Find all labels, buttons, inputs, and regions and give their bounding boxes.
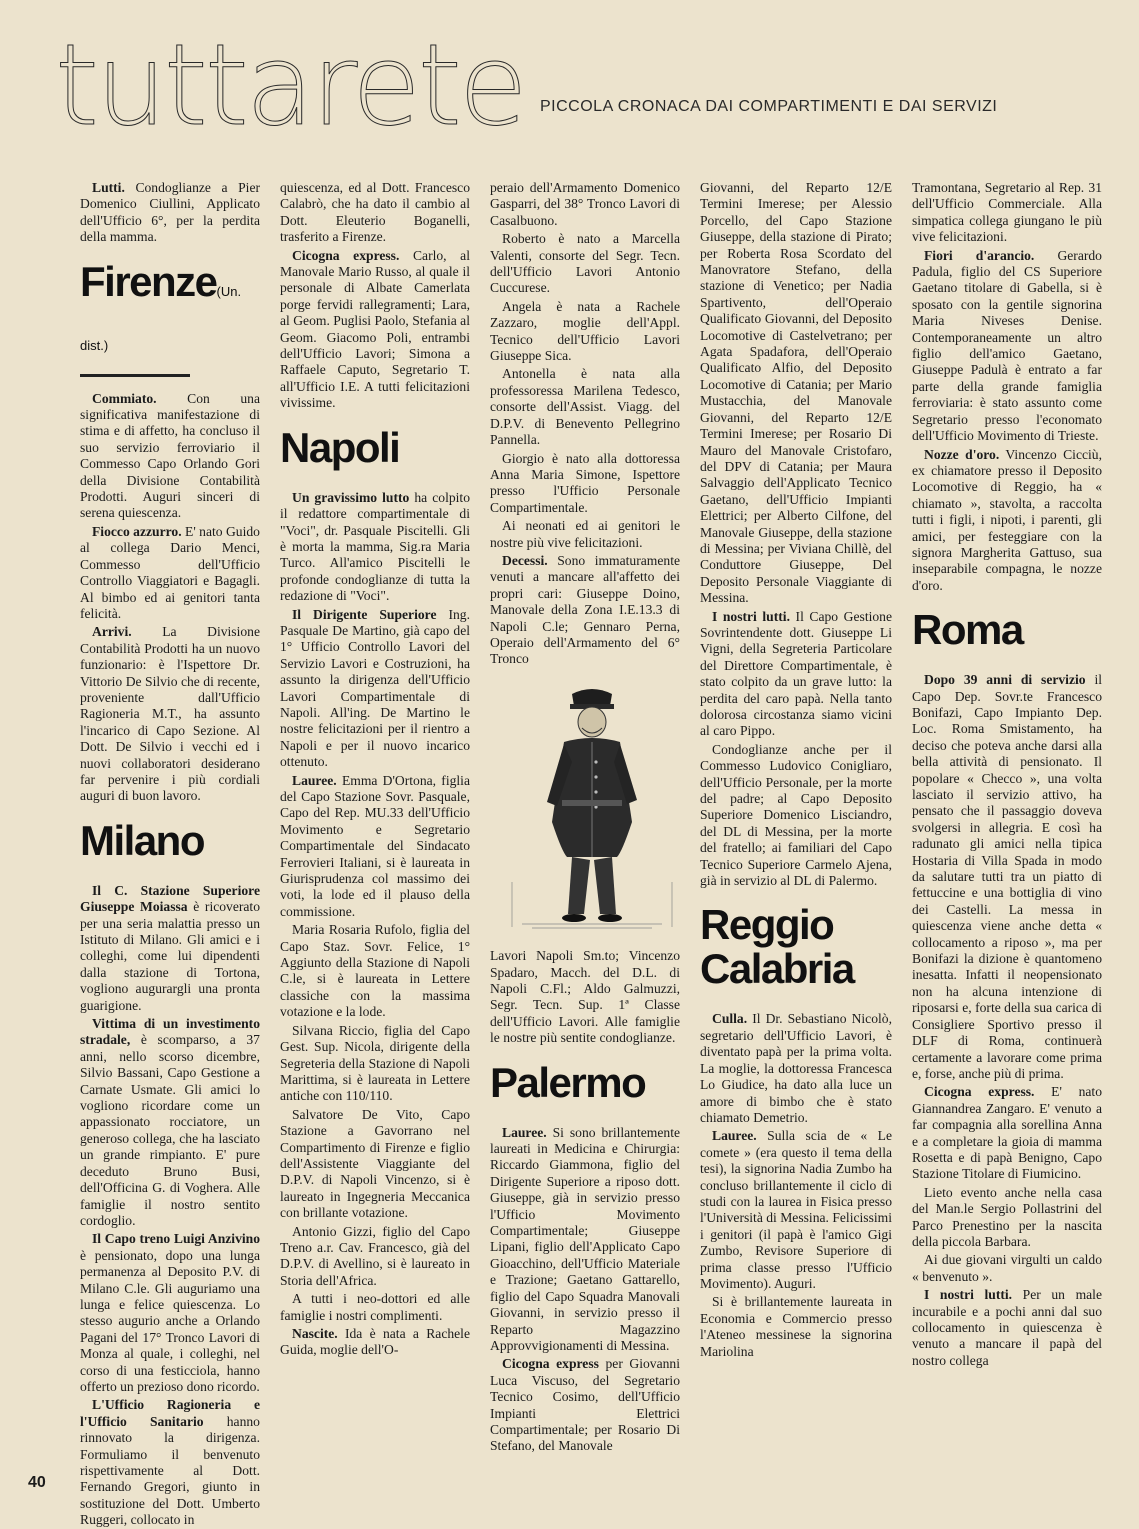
antonella-text: Antonella è nata alla professoressa Marilena Tedesco, consorte dell'Assist. Viagg. del D.P.V. di Benevento Pellegrino Pannella. [490, 366, 680, 448]
col4-lutti-lead: I nostri lutti. [712, 608, 790, 624]
col3-cont-text: peraio dell'Armamento Domenico Gasparri, del 38° Tronco Lavori di Casalbuono. [490, 180, 680, 228]
culla-lead: Culla. [712, 1011, 748, 1027]
devito-text: Salvatore De Vito, Capo Stazione a Gavorrano nel Compartimento di Firenze e figlio dell'Assistente Viaggiante del D.P.V. di Napoli Vincenzo, si è laureato in Ingegneria Meccanica con brillante votazione. [280, 1106, 470, 1221]
lutto-text: ha colpito il redattore compartimentale di "Voci", dr. Pasquale Piscitelli. Gli è morta la mamma, Sig.ra Maria Turco. All'amico Piscitelli le profonde condoglianze di tutta la redazione di "Voci". [280, 489, 470, 604]
rufolo-text: Maria Rosaria Rufolo, figlia del Capo Staz. Sovr. Felice, 1° Aggiunto della Stazione di Napoli C.le, si è laureata in Lettere classiche con la massima votazione e la lode. [280, 922, 470, 1020]
dopo-lead: Dopo 39 anni di servizio [924, 672, 1086, 688]
heading-rule [80, 374, 190, 377]
fiocco-text: E' nato Guido al collega Dario Menci, Commesso dell'Ufficio Controllo Viaggiatori e Bagagli. Al bimbo ed ai genitori tanta felicità. [80, 523, 260, 621]
fiori-lead: Fiori d'arancio. [924, 247, 1035, 263]
col4-cont-text: Giovanni, del Reparto 12/E Termini Imerese; per Alessio Porcello, del Capo Stazione Giuseppe, della stazione di Pirato; per Roberta Rosa Scordato del Manovratore Stefano, della stazione di Venetico; per Nadia Spartivento, dell'Operaio Qualificato Giovanni, del Deposito Locomotive di Castelvetrano; per Agata Spadafora, dell'Operaio Qualificato Alfio, del Deposito Locomotive di Catania; per Mario Mustacchia, del Manovale Giovanni, del Reparto 12/E Termini Imerese; per Rosario Di Mauro del Manovale Cristofaro, del DPV di Catania; per Maura Salvaggio dell'Applicato Tecnico Gaetano, dell'Ufficio Impianti Elettrici; per Alberto Cilfone, del Manovale Giuseppe, della stazione di Messina; per Viviana Chillè, del Conduttore Giuseppe, Del Deposito Personale Viaggiante di Messina. [700, 180, 892, 606]
roma-cicogna-lead: Cicogna express. [924, 1084, 1035, 1100]
palermo-lauree-text: Si sono brillantemente laureati in Medicina e Chirurgia: Riccardo Giammona, figlio del Dirigente Superiore a riposo dott. Giuseppe, già in servizio presso l'Ufficio Movimento Compartimentale; Giuseppe Lipani, figlio dell'Applicato Capo Gioacchino, dell'Ufficio Materiale e Trazione; Gaetano Gattarello, figlio del Capo Squadra Manovali Giovanni, in servizio presso il Reparto Magazzino Approvvigionamenti di Messina. [490, 1124, 681, 1353]
decessi-text: Sono immaturamente venuti a mancare all'affetto dei propri cari: Giuseppe Doino, Manovale della Zona I.E.13.3 di Napoli C.le; Gennaro Perna, Operaio dell'Armamento del 6° Tronco [490, 552, 680, 667]
heading-roma: Roma [912, 606, 1023, 654]
heading-napoli: Napoli [280, 423, 400, 471]
column-1 [80, 180, 261, 1528]
giovani-text: Ai due giovani virgulti un caldo « benvenuto ». [912, 1252, 1102, 1284]
roberto-text: Roberto è nato a Marcella Valenti, consorte del Segr. Tecn. dell'Ufficio Lavori Antonio Cuccurese. [490, 231, 680, 296]
col2-cont-text: quiescenza, ed al Dott. Francesco Calabrò, che ha dato il cambio al Dott. Eleuterio Boganelli, trasferito a Firenze. [280, 180, 470, 245]
dopo-text: il Capo Dep. Sovr.te Francesco Bonifazi, Capo Impianto Dep. Loc. Roma Smistamento, ha deciso che poteva anche darsi alla bella attività di pensionato. Il popolare « Checco », una volta lasciato il servizio attivo, ha pensato che il passaggio doveva svolgersi in allegria. E così ha radunato gli amici nella tipica Hostaria di Villa Spada in modo da salutare tutti tra un piatto di fettuccine e una bottiglia di vino dei Castelli. La messa in quiescenza viene anche detta « collocamento a riposo », ma per Bonifazi la dizione è quantomeno inesatta. Infatti il neopensionato non ha alcuna intenzione di riposarsi e, forte della sua carica di Consigliere Sportivo presso il DLF di Roma, continuerà certamente a lavorare come prima e, forse, anche più di prima. [912, 672, 1102, 1081]
masthead-subtitle: PICCOLA CRONACA DAI COMPARTIMENTI E DAI SERVIZI [540, 98, 998, 115]
nascite-lead: Nascite. [292, 1326, 338, 1341]
roma-lutti-text: Per un male incurabile e a pochi anni dal suo collocamento in quiescenza è venuto a mancare il papà del nostro collega [912, 1287, 1102, 1368]
milano-p4-lead: L'Ufficio Ragioneria e l'Ufficio Sanitario [80, 1397, 260, 1429]
palermo-lauree-lead: Lauree. [502, 1124, 547, 1140]
roma-lutti-lead: I nostri lutti. [924, 1287, 1013, 1303]
lieto-text: Lieto evento anche nella casa del Man.le Sergio Pollastrini del Parco Prenestino per la nascita della piccola Barbara. [912, 1184, 1102, 1249]
lauree-text: Emma D'Ortona, figlia del Capo Stazione Sovr. Pasquale, Capo del Rep. MU.33 dell'Ufficio Movimento e Segretario Compartimentale del Sindacato Ferrovieri Italiani, si è laureata in Giurisprudenza col massimo dei voti, la lode ed il plauso della commissione. [280, 772, 470, 919]
dirigente-lead: Il Dirigente Superiore [292, 606, 437, 622]
giorgio-text: Giorgio è nato alla dottoressa Anna Maria Simone, Ispettore presso l'Ufficio Personale Compartimentale. [490, 450, 680, 515]
lutti-text: Condoglianze a Pier Domenico Ciullini, Applicato dell'Ufficio 6°, per la perdita della mamma. [80, 180, 261, 245]
page-number: 40 [28, 1474, 46, 1491]
column-4 [700, 180, 892, 1470]
heading-firenze: Firenze(Un. dist.) [80, 257, 242, 353]
col4-lutti-text: Il Capo Gestione Sovrintendente dott. Giuseppe Li Vigni, della Segreteria Particolare del Direttore Compartimentale, è stato colpito da un grave lutto: la perdita del caro papà. Nella tanto dolorosa circostanza siamo vicini al caro Pippo. [700, 608, 892, 739]
column-2 [280, 180, 470, 1470]
column-3 [490, 180, 680, 1470]
palermo-cicogna-text: per Giovanni Luca Viscuso, del Segretario Tecnico Cosimo, dell'Ufficio Impianti Elettrici Compartimentale; per Rosario Di Stefano, del Manovale [490, 1356, 680, 1454]
culla-text: Il Dr. Sebastiano Nicolò, segretario dell'Ufficio Lavori, è diventato papà per la prima volta. La moglie, la dottoressa Francesca Lo Giudice, ha dato alla luce un amore di bimbo che è stato chiamato Demetrio. [700, 1011, 892, 1125]
lutti-lead: Lutti. [92, 180, 125, 195]
milano-p4-text: hanno rinnovato la dirigenza. Formuliamo il benvenuto rispettivamente al Dott. Fernando Gregori, giunto in sostituzione del Dott. Umberto Ruggeri, collocato in [80, 1413, 260, 1528]
arrivi-lead: Arrivi. [92, 624, 132, 640]
lutto-lead: Un gravissimo lutto [292, 489, 410, 505]
gizzi-text: Antonio Gizzi, figlio del Capo Treno a.r. Cav. Francesco, già del D.P.V. di Avellino, si è laureato in Storia dell'Africa. [280, 1223, 470, 1288]
auguri-text: Ai neonati ed ai genitori le nostre più vive felicitazioni. [490, 518, 680, 550]
milano-p2-lead: Vittima di un investimento stradale, [80, 1016, 260, 1048]
cicogna-text: Carlo, al Manovale Mario Russo, al quale il personale di Albate Camerlata porge fervidi rallegramenti; Lara, al Geom. Puglisi Paolo, Stefania al Geom. Giacomo Poli, entrambi dell'Ufficio Lavori; Simona a Raffaele Caputo, Segretario T. all'Ufficio I.E. A tutti felicitazioni vivissime. [280, 247, 470, 411]
dirigente-text: Ing. Pasquale De Martino, già capo del 1° Ufficio Controllo Lavori del Servizio Lavori e Costruzioni, ha assunto la dirigenza dell'Ufficio Lavori Compartimentale di Napoli. All'ing. De Martino le nostre felicitazioni per il rientro a Napoli e per il nuovo incarico ottenuto. [280, 606, 470, 770]
fiocco-lead: Fiocco azzurro. [92, 523, 182, 539]
heading-palermo: Palermo [490, 1058, 646, 1106]
milano-p1-lead: Il C. Stazione Superiore Giuseppe Moiassa [80, 882, 260, 915]
fiori-text: Gerardo Padula, figlio del CS Superiore Gaetano titolare di Gabella, si è sposato con la gentile signorina Maria Niveses Denise. Contemporaneamente un altro figlio dell'amico Gaetano, Giuseppe Padulà è entrato a far parte della grande famiglia ferroviaria: è stato assunto come Segretario presso l'economato dell'Ufficio Movimento di Trieste. [912, 247, 1102, 444]
railway-worker-illustration [502, 682, 682, 932]
angela-text: Angela è nata a Rachele Zazzaro, moglie dell'Appl. Tecnico dell'Ufficio Lavori Giuseppe Sica. [490, 298, 680, 364]
palermo-cicogna-lead: Cicogna express [502, 1356, 599, 1372]
milano-p3-lead: Il Capo treno Luigi Anzivino [92, 1231, 260, 1247]
milano-p2-text: è scomparso, a 37 anni, nello scorso dicembre, Silvio Bassani, Capo Gestione a Carnate Usmate. Gli amici lo vogliono ricordare come un appassionato rocciatore, un generoso collega, che ha lasciato un grande rimpianto. E' pure deceduto Bruno Busi, dell'Officina G. di Voghera. Alle famiglie il nostro sentito cordoglio. [80, 1032, 260, 1228]
riccio-text: Silvana Riccio, figlia del Capo Gest. Sup. Nicola, dirigente della Segreteria della Stazione di Napoli Marittima, si è laureata in Lettere antiche con 110/110. [280, 1022, 470, 1104]
nozze-text: Vincenzo Cicciù, ex chiamatore presso il Deposito Locomotive di Reggio, ha « chiamato », stavolta, a raccolta tutti i figli, i nipoti, i parenti, gli amici, per festeggiare con la signora Margherita Gattuso, sua inseparabile compagna, le nozze d'oro. [912, 446, 1102, 593]
nozze-lead: Nozze d'oro. [924, 446, 1000, 462]
tutti-text: A tutti i neo-dottori ed alle famiglie i nostri complimenti. [280, 1291, 470, 1323]
commiato-text: Con una significativa manifestazione di stima e di affetto, ha concluso il suo servizio ferroviario il Commesso Capo Orlando Gori della Divisione Contabilità Prodotti. Auguri sinceri di serena quiescenza. [80, 390, 260, 521]
roma-cicogna-text: E' nato Giannandrea Zangaro. E' venuto a far compagnia alla sorellina Anna e a completare la gioia di mamma Rosetta e di papà Benigno, Capo Stazione Titolare di Fiumicino. [912, 1084, 1102, 1182]
firenze-note: (Un. dist.) [80, 283, 242, 353]
milano-p1-text: è ricoverato per una seria malattia presso un Istituto di Milano. Gli amici e i colleghi, come lui dipendenti dalla stazione di Tortona, vogliono augurargli una pronta guarigione. [80, 899, 261, 1013]
col4-lauree-lead: Lauree. [712, 1128, 757, 1144]
cicogna-lead: Cicogna express. [292, 247, 400, 263]
col5-cont-text: Tramontana, Segretario al Rep. 31 dell'Ufficio Commerciale. Alla simpatica collega giungano le più vive felicitazioni. [912, 180, 1102, 245]
heading-reggio-calabria: Reggio Calabria [700, 901, 854, 993]
decessi-lead: Decessi. [502, 552, 548, 568]
economia-text: Si è brillantemente laureata in Economia e Commercio presso l'Ateneo messinese la signorina Mariolina [700, 1294, 892, 1359]
milano-p3-text: è pensionato, dopo una lunga permanenza al Deposito P.V. di Milano C.le. Gli auguriamo una lunga e felice quiescenza. Lo stesso augurio anche a Orlando Pagani del 17° Tronco Lavori di Monza al quale, i colleghi, nel corso di una festicciola, hanno offerto un prezioso dono ricordo. [80, 1247, 260, 1394]
col4-lauree-text: Sulla scia de « Le comete » (era questo il tema della tesi), la signorina Nadia Zumbo ha concluso brillantemente il ciclo di studi con la laurea in Fisica presso l'Università di Messina. Felicissimi i genitori (il papà è l'amico Gigi Zumbo, Revisore Superiore di prima classe presso l'Ufficio Movimento). Auguri. [700, 1128, 892, 1291]
masthead-title: tuttarete [55, 21, 525, 151]
arrivi-text: La Divisione Contabilità Prodotti ha un nuovo funzionario: è l'Ispettore Dr. Vittorio De Silvio che di recente, proveniente dall'Ufficio Ragioneria M.T., ha assunto l'incarico di Capo Sezione. Al Dott. De Silvio i vecchi ed i nuovi collaboratori desiderano far pervenire i più cordiali auguri di buon lavoro. [80, 624, 260, 804]
after-figure-text: Lavori Napoli Sm.to; Vincenzo Spadaro, Macch. del D.L. di Napoli C.Fl.; Aldo Galmuzzi, Segr. Tecn. Sup. 1ª Classe dell'Ufficio Lavori. Alle famiglie le nostre più sentite condoglianze. [490, 948, 680, 1046]
condoglianze-text: Condoglianze anche per il Commesso Ludovico Conigliaro, dell'Ufficio Personale, per la morte del padre; al Capo Deposito Superiore Domenico Lisciandro, del DL di Messina, per la morte del fratello; ai familiari del Capo Tecnico Superiore Carmelo Ajena, già in servizio al DL di Palermo. [700, 741, 892, 889]
lauree-lead: Lauree. [292, 772, 337, 788]
nascite-text: Ida è nata a Rachele Guida, moglie dell'O- [280, 1326, 470, 1358]
commiato-lead: Commiato. [92, 390, 157, 406]
column-5 [912, 180, 1102, 1470]
heading-milano: Milano [80, 816, 204, 864]
